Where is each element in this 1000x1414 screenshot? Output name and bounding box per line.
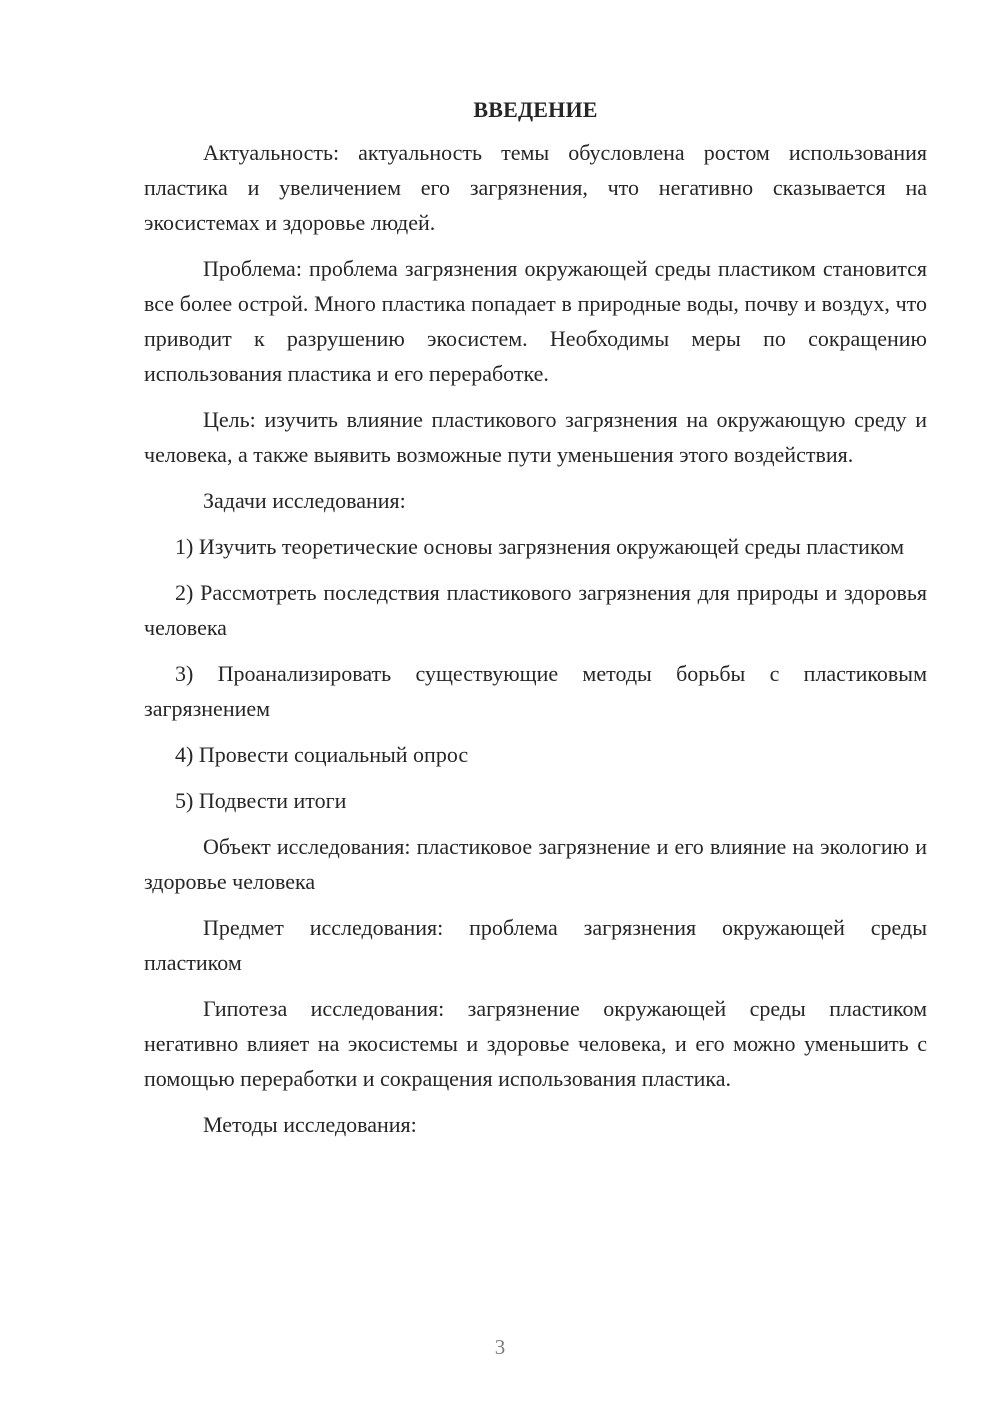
task-item-4: 4) Провести социальный опрос: [175, 742, 469, 767]
subject-paragraph: Предмет исследования: проблема загрязнения окружающей среды пластиком: [144, 915, 927, 975]
relevance-paragraph: Актуальность: актуальность темы обусловлена ростом использования пластика и увеличением его загрязнения, что негативно сказывается на экосистемах и здоровье людей.: [144, 140, 927, 235]
page-number: 3: [494, 1335, 506, 1359]
page-content: [144, 92, 927, 1153]
problem-paragraph: Проблема: проблема загрязнения окружающей среды пластиком становится все более острой. Много пластика попадает в природные воды, почву и воздух, что приводит к разрушению экосистем. Необходимы меры по сокращению использования пластика и его переработке.: [144, 256, 927, 386]
task-item-5: 5) Подвести итоги: [175, 788, 347, 813]
task-item-2: 2) Рассмотреть последствия пластикового загрязнения для природы и здоровья человека: [144, 580, 927, 640]
object-paragraph: Объект исследования: пластиковое загрязнение и его влияние на экологию и здоровье человека: [144, 834, 927, 894]
section-title: ВВЕДЕНИЕ: [473, 97, 598, 122]
methods-heading: Методы исследования:: [203, 1112, 417, 1137]
hypothesis-paragraph: Гипотеза исследования: загрязнение окружающей среды пластиком негативно влияет на экосистемы и здоровье человека, и его можно уменьшить с помощью переработки и сокращения использования пластика.: [144, 996, 927, 1091]
tasks-heading: Задачи исследования:: [203, 488, 406, 513]
goal-paragraph: Цель: изучить влияние пластикового загрязнения на окружающую среду и человека, а также выявить возможные пути уменьшения этого воздействия.: [144, 407, 927, 467]
task-item-3: 3) Проанализировать существующие методы борьбы с пластиковым загрязнением: [144, 661, 927, 721]
task-item-1: 1) Изучить теоретические основы загрязнения окружающей среды пластиком: [175, 534, 905, 559]
